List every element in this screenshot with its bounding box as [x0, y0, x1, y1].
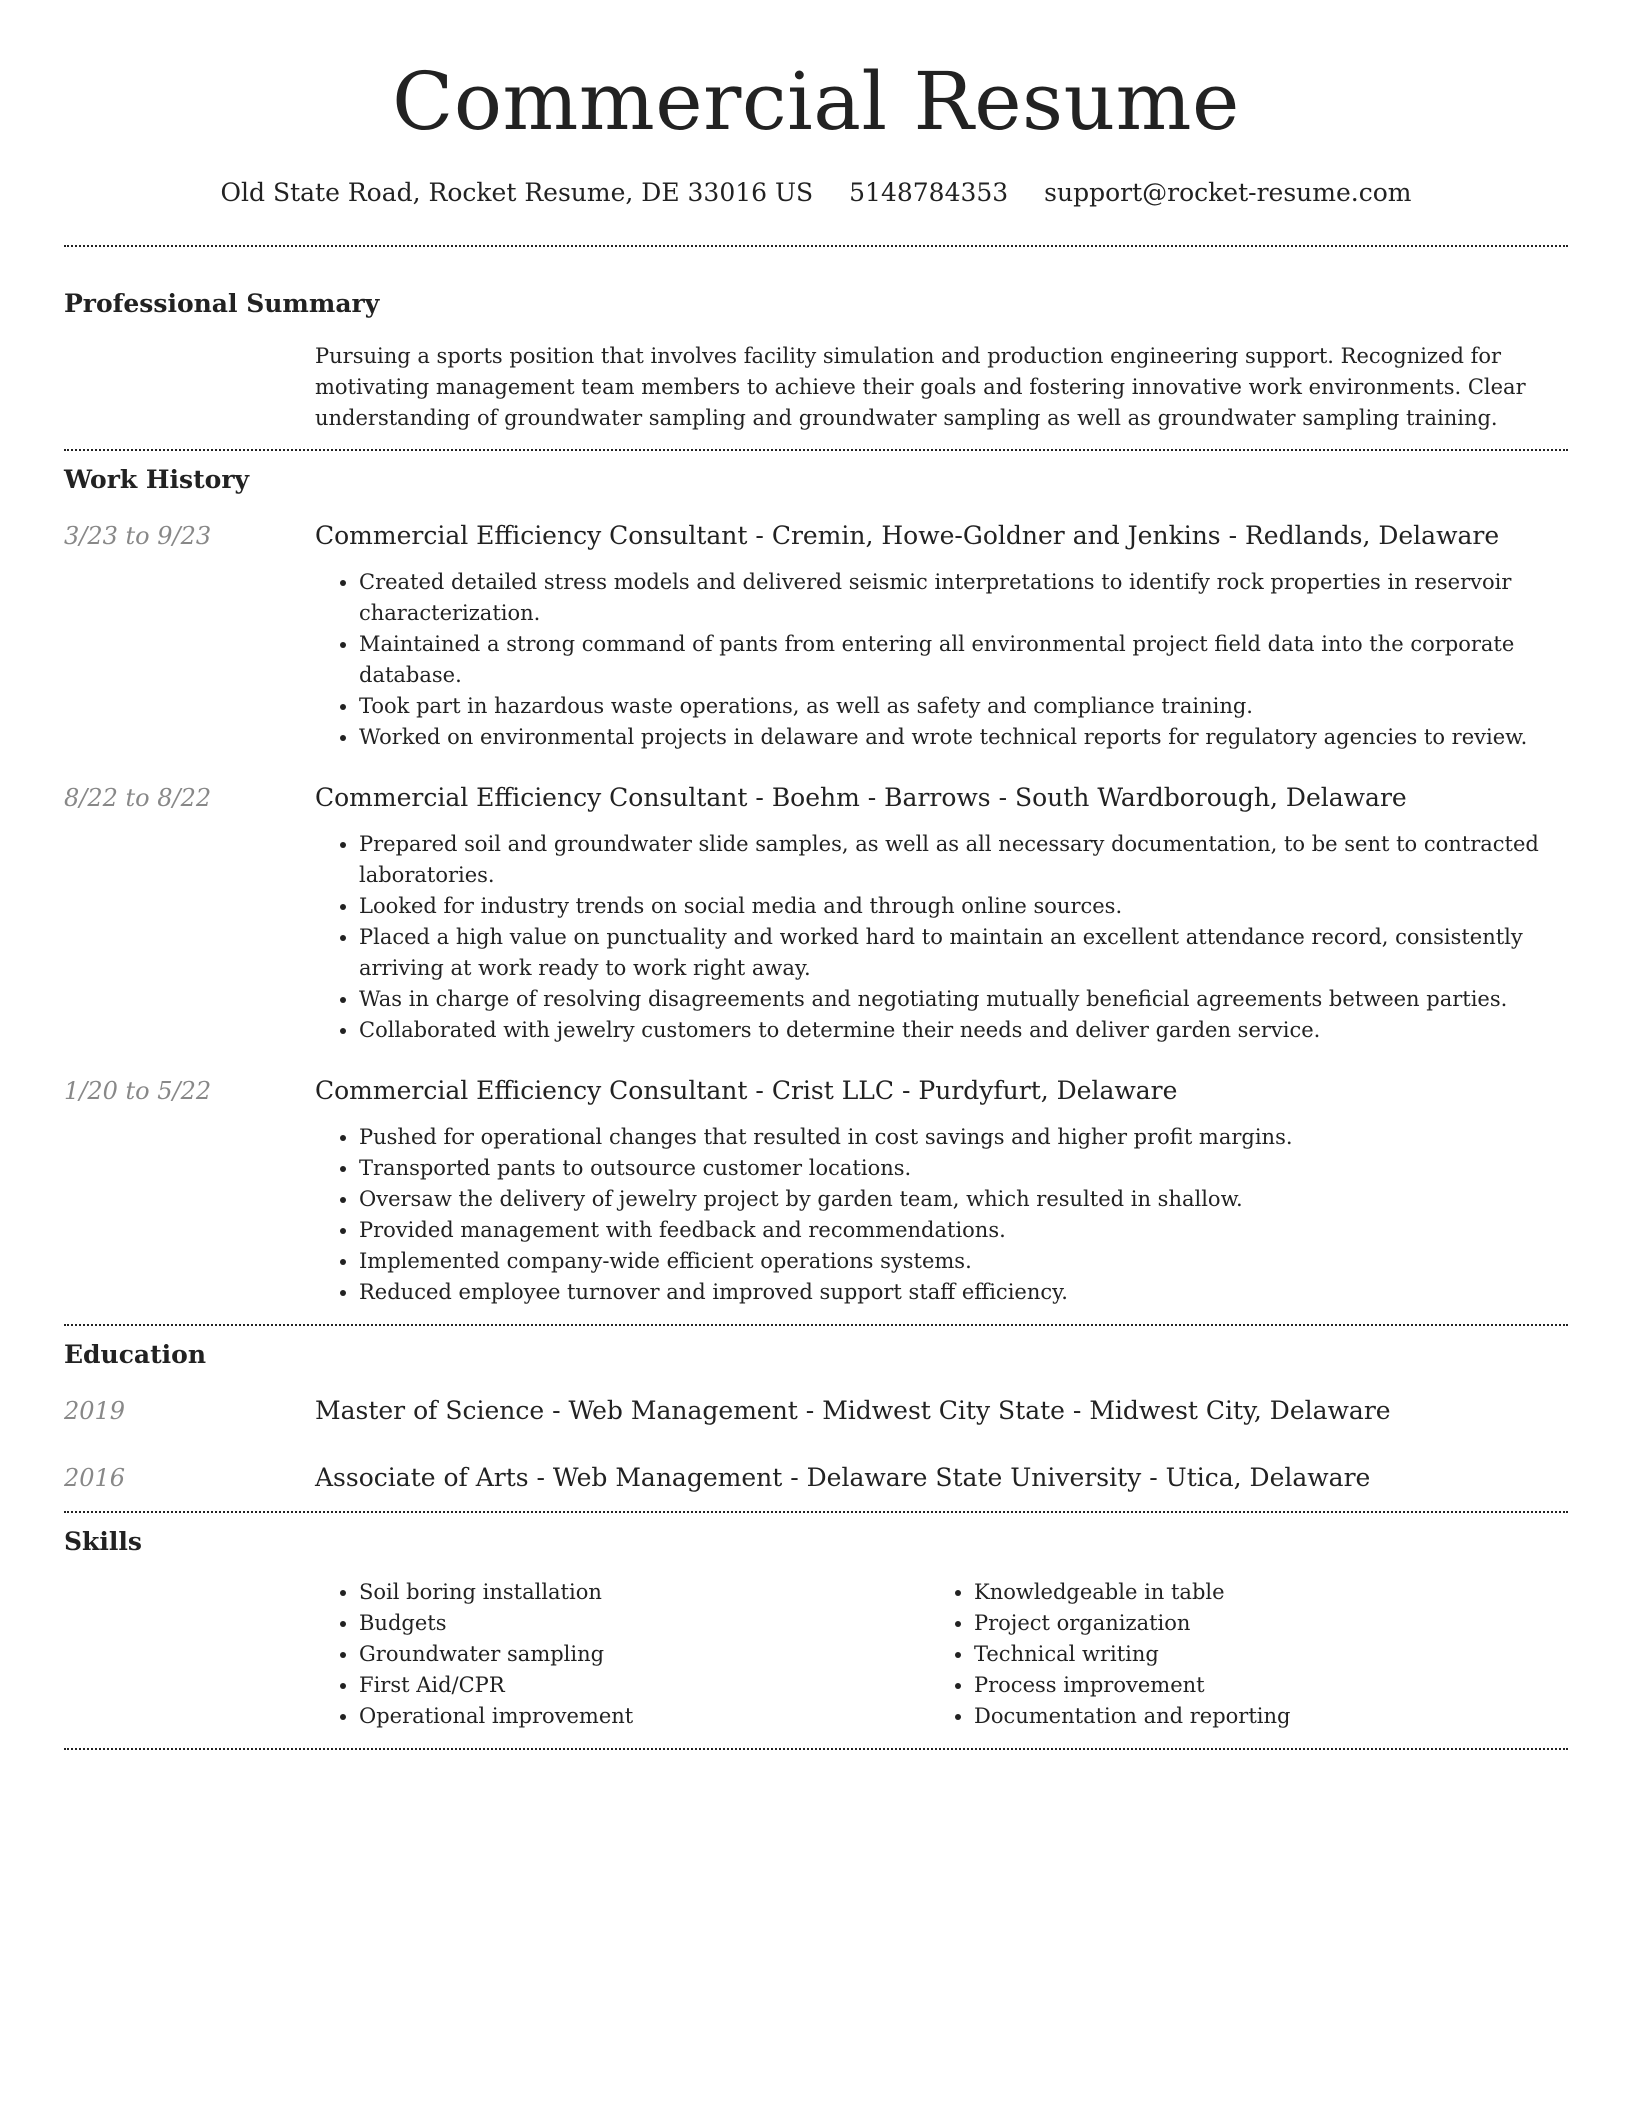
work-bullet: • Prepared soil and groundwater slide samples, as well as all necessary documentation, to be sent to contracted laboratories.: [359, 829, 1568, 891]
education-entry-title: [315, 1394, 1568, 1428]
work-bullet: • Collaborated with jewelry customers to determine their needs and deliver garden service.: [359, 1015, 1568, 1046]
skills-section: [64, 1513, 1568, 1748]
contact-email: support@rocket-resume.com: [1044, 178, 1412, 207]
work-entry: [64, 519, 1568, 753]
resume-title: Commercial Resume: [392, 55, 1240, 148]
degree-name: Master of Science - Web Management: [315, 1396, 798, 1425]
contact-phone: 5148784353: [849, 178, 1009, 207]
company-name: Crist LLC: [771, 1076, 895, 1105]
work-entry-title: [315, 519, 1568, 553]
job-title: Commercial Efficiency Consultant: [315, 521, 748, 550]
education-year: 2016: [64, 1464, 126, 1492]
separator: -: [1220, 521, 1245, 550]
work-bullets: [315, 567, 1568, 753]
work-bullets: [315, 1122, 1568, 1308]
school-name: Delaware State University: [806, 1463, 1142, 1492]
work-bullet: • Took part in hazardous waste operations, as well as safety and compliance training.: [359, 691, 1568, 722]
work-entry-body: [315, 1074, 1568, 1308]
skills-columns: [315, 1577, 1568, 1748]
education-section: [64, 1326, 1568, 1511]
separator: -: [1141, 1463, 1166, 1492]
work-entry-body: [315, 519, 1568, 753]
education-entry-title: [315, 1461, 1568, 1495]
skill-item: • Documentation and reporting: [974, 1701, 1545, 1732]
work-dates: 3/23 to 9/23: [64, 522, 212, 550]
work-bullet: • Looked for industry trends on social media and through online sources.: [359, 891, 1568, 922]
education-entry: [64, 1461, 1568, 1511]
education-entry: [64, 1394, 1568, 1428]
contact-line: [64, 176, 1568, 210]
school-location: Utica, Delaware: [1165, 1463, 1371, 1492]
separator: -: [990, 783, 1015, 812]
work-bullet: • Placed a high value on punctuality and worked hard to maintain an excellent attendance record, consistently arriving at work ready to work right away.: [359, 922, 1568, 984]
skill-item: • Operational improvement: [359, 1701, 930, 1732]
job-title: Commercial Efficiency Consultant: [315, 1076, 748, 1105]
work-bullet: • Worked on environmental projects in delaware and wrote technical reports for regulatory agencies to review.: [359, 722, 1568, 753]
school-name: Midwest City State: [822, 1396, 1065, 1425]
separator: -: [747, 783, 772, 812]
work-bullet: • Maintained a strong command of pants from entering all environmental project field data into the corporate database.: [359, 629, 1568, 691]
job-location: South Wardborough, Delaware: [1014, 783, 1407, 812]
skill-item: • Budgets: [359, 1608, 930, 1639]
job-location: Redlands, Delaware: [1244, 521, 1500, 550]
separator: -: [1064, 1396, 1090, 1425]
separator: -: [797, 1396, 823, 1425]
education-entry-body: [315, 1394, 1568, 1428]
skills-list-left: [315, 1577, 930, 1732]
work-bullet: • Pushed for operational changes that resulted in cost savings and higher profit margins.: [359, 1122, 1568, 1153]
skill-item: • First Aid/CPR: [359, 1670, 930, 1701]
work-entry-title: [315, 781, 1568, 815]
separator: -: [747, 521, 772, 550]
skill-item: • Project organization: [974, 1608, 1545, 1639]
skills-divider: [64, 1748, 1568, 1750]
work-entry-body: [315, 781, 1568, 1046]
job-title: Commercial Efficiency Consultant: [315, 783, 748, 812]
work-bullets: [315, 829, 1568, 1046]
work-bullet: • Reduced employee turnover and improved support staff efficiency.: [359, 1277, 1568, 1308]
company-name: Boehm - Barrows: [771, 783, 991, 812]
company-name: Cremin, Howe-Goldner and Jenkins: [771, 521, 1221, 550]
job-location: Purdyfurt, Delaware: [918, 1076, 1178, 1105]
separator: -: [782, 1463, 807, 1492]
summary-text: Pursuing a sports position that involves facility simulation and production engineering support. Recognized for motivating management team members to achieve their goals and fostering innovative work environments. Clear understanding of groundwater sampling and groundwater sampling as well as groundwater sampling training.: [315, 344, 1526, 430]
school-location: Midwest City, Delaware: [1089, 1396, 1391, 1425]
work-bullet: • Was in charge of resolving disagreements and negotiating mutually beneficial agreements between parties.: [359, 984, 1568, 1015]
work-entry: [64, 1074, 1568, 1324]
education-year: 2019: [64, 1397, 126, 1425]
skill-item: • Groundwater sampling: [359, 1639, 930, 1670]
work-entry: [64, 781, 1568, 1046]
work-heading: Work History: [64, 465, 250, 494]
skill-item: • Process improvement: [974, 1670, 1545, 1701]
work-bullet: • Oversaw the delivery of jewelry project by garden team, which resulted in shallow.: [359, 1184, 1568, 1215]
work-entry-title: [315, 1074, 1568, 1108]
work-bullet: • Created detailed stress models and delivered seismic interpretations to identify rock properties in reservoir characterization.: [359, 567, 1568, 629]
skill-item: • Soil boring installation: [359, 1577, 930, 1608]
skills-heading: Skills: [64, 1527, 142, 1556]
separator: -: [747, 1076, 772, 1105]
work-bullet: • Implemented company-wide efficient operations systems.: [359, 1246, 1568, 1277]
summary-heading: Professional Summary: [64, 289, 380, 318]
contact-address: Old State Road, Rocket Resume, DE 33016 US: [220, 178, 814, 207]
skill-item: • Knowledgeable in table: [974, 1577, 1545, 1608]
education-entry-body: [315, 1461, 1568, 1495]
degree-name: Associate of Arts - Web Management: [315, 1463, 783, 1492]
summary-section: [64, 247, 1568, 449]
work-bullet: • Transported pants to outsource customer locations.: [359, 1153, 1568, 1184]
work-bullet: • Provided management with feedback and recommendations.: [359, 1215, 1568, 1246]
work-section: [64, 451, 1568, 1324]
education-heading: Education: [64, 1340, 207, 1369]
skill-item: • Technical writing: [974, 1639, 1545, 1670]
skills-list-right: [930, 1577, 1545, 1732]
separator: -: [894, 1076, 919, 1105]
work-dates: 8/22 to 8/22: [64, 784, 212, 812]
work-dates: 1/20 to 5/22: [64, 1077, 212, 1105]
